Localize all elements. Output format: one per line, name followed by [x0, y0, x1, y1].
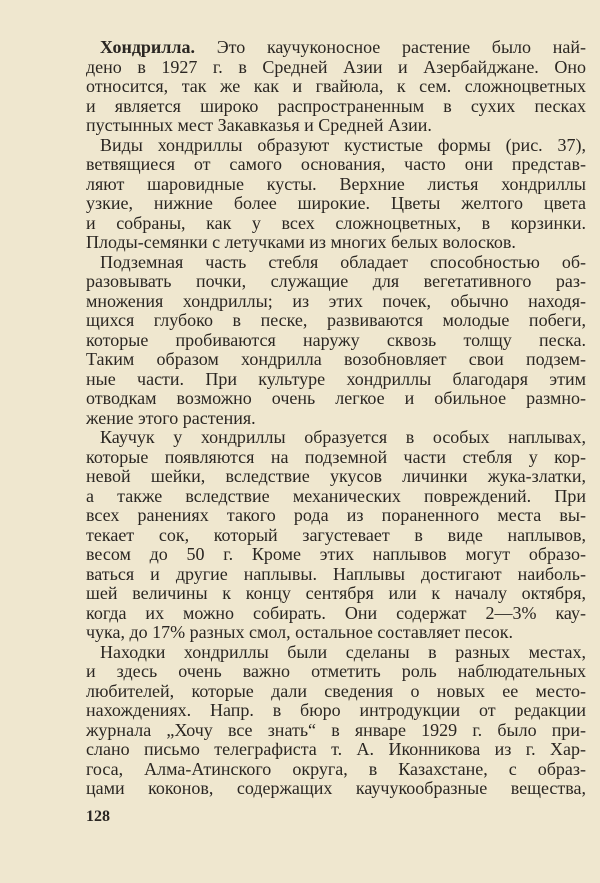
- line-text: слано письмо телеграфиста т. А. Иконникова из г. Хар-: [86, 739, 586, 759]
- paragraph: [86, 643, 586, 799]
- line-text: Каучук у хондриллы образуется в особых наплывах,: [100, 427, 586, 447]
- line-text: цами коконов, содержащих каучукообразные вещества,: [86, 778, 586, 798]
- line-text: ные части. При культуре хондриллы благодаря этим: [86, 368, 586, 389]
- line-text: и здесь очень важно отметить роль наблюдательных: [86, 661, 586, 681]
- paragraph: [86, 136, 586, 253]
- line-text: Подземная часть стебля обладает способностью об-: [100, 251, 586, 272]
- line-text: весом до 50 г. Кроме этих наплывов могут образо-: [86, 544, 586, 564]
- text-line: [86, 350, 586, 370]
- text-line: [86, 155, 586, 175]
- text-line: [86, 370, 586, 390]
- line-text: отводкам возможно очень легкое и обильное размно-: [86, 388, 586, 408]
- text-line: [86, 58, 586, 78]
- line-text: и является широко распространенным в сухих песках: [86, 95, 586, 116]
- text-line: [86, 175, 586, 195]
- text-line: [86, 214, 586, 234]
- line-text: когда их можно собирать. Они содержат 2—3% кау-: [86, 602, 586, 623]
- line-text: невой шейки, вследствие укусов личинки жука-златки,: [86, 466, 586, 486]
- text-line: [86, 38, 586, 58]
- text-line: [86, 467, 586, 487]
- text-line: [86, 233, 586, 253]
- line-text: а также вследствие механических повреждений. При: [86, 485, 586, 506]
- text-line: [86, 565, 586, 585]
- line-text: и собраны, как у всех сложноцветных, в корзинки.: [86, 212, 586, 233]
- text-line: [86, 194, 586, 214]
- paragraph: [86, 428, 586, 643]
- line-text: дено в 1927 г. в Средней Азии и Азербайджане. Оно: [86, 56, 586, 77]
- text-line: [86, 701, 586, 721]
- text-line: [86, 623, 586, 643]
- line-text: которые появляются на подземной части стебля у кор-: [86, 446, 586, 467]
- text-line: [86, 292, 586, 312]
- text-line: [86, 409, 586, 429]
- line-text: ляют шаровидные кусты. Верхние листья хондриллы: [86, 173, 586, 194]
- line-text: шей величины к концу сентября или к началу октября,: [86, 583, 586, 603]
- paragraph: [86, 38, 586, 136]
- page-body: [86, 38, 586, 799]
- line-text: щихся глубоко в песке, развиваются молодые побеги,: [86, 310, 586, 330]
- line-text: Таким образом хондрилла возобновляет свои подзем-: [86, 349, 586, 369]
- line-text: чука, до 17% разных смол, остальное составляет песок.: [86, 622, 514, 642]
- text-line: [86, 487, 586, 507]
- line-text: всех ранениях такого рода из пораненного места вы-: [86, 505, 586, 525]
- line-text: ваться и другие наплывы. Наплывы достигают наиболь-: [86, 563, 586, 584]
- line-text: Это каучуконосное растение было най-: [195, 37, 586, 57]
- line-text: жение этого растения.: [86, 407, 256, 428]
- text-line: [86, 389, 586, 409]
- text-line: [86, 584, 586, 604]
- text-line: [86, 97, 586, 117]
- text-line: [86, 662, 586, 682]
- text-line: [86, 682, 586, 702]
- text-line: [86, 545, 586, 565]
- text-line: [86, 643, 586, 663]
- line-text: относится, так же как и гвайюла, к сем. сложноцветных: [86, 76, 586, 96]
- text-line: [86, 331, 586, 351]
- line-text: ветвящиеся от самого основания, часто они представ-: [86, 154, 586, 174]
- line-text: которые пробиваются наружу сквозь толщу песка.: [86, 329, 586, 350]
- text-line: [86, 116, 586, 136]
- text-line: [86, 506, 586, 526]
- text-line: [86, 428, 586, 448]
- text-line: [86, 77, 586, 97]
- text-line: [86, 760, 586, 780]
- line-text: пустынных мест Закавказья и Средней Азии.: [86, 115, 432, 135]
- page-number: 128: [86, 808, 110, 825]
- line-text: разовывать почки, служащие для вегетативного раз-: [86, 271, 586, 291]
- lead-term: Хондрилла.: [100, 37, 196, 57]
- line-text: Виды хондриллы образуют кустистые формы (рис. 37),: [100, 134, 586, 155]
- line-text: Находки хондриллы были сделаны в разных местах,: [100, 641, 586, 662]
- line-text: множения хондриллы; из этих почек, обычно находя-: [86, 290, 586, 311]
- text-line: [86, 272, 586, 292]
- line-text: нахождениях. Напр. в бюро интродукции от редакции: [86, 700, 586, 720]
- line-text: госа, Алма-Атинского округа, в Казахстане, с образ-: [86, 758, 586, 779]
- text-line: [86, 740, 586, 760]
- line-text: любителей, которые дали сведения о новых ее место-: [86, 680, 586, 701]
- text-line: [86, 311, 586, 331]
- text-line: [86, 136, 586, 156]
- line-text: текает сок, который загустевает в виде наплывов,: [86, 524, 586, 545]
- text-line: [86, 253, 586, 273]
- paragraph: [86, 253, 586, 429]
- text-line: [86, 526, 586, 546]
- text-line: [86, 779, 586, 799]
- line-text: Плоды-семянки с летучками из многих белых волосков.: [86, 232, 516, 252]
- text-line: [86, 604, 586, 624]
- text-line: [86, 721, 586, 741]
- line-text: журнала „Хочу все знать“ в январе 1929 г. было при-: [86, 719, 586, 740]
- line-text: узкие, нижние более широкие. Цветы желтого цвета: [86, 193, 586, 213]
- text-line: [86, 448, 586, 468]
